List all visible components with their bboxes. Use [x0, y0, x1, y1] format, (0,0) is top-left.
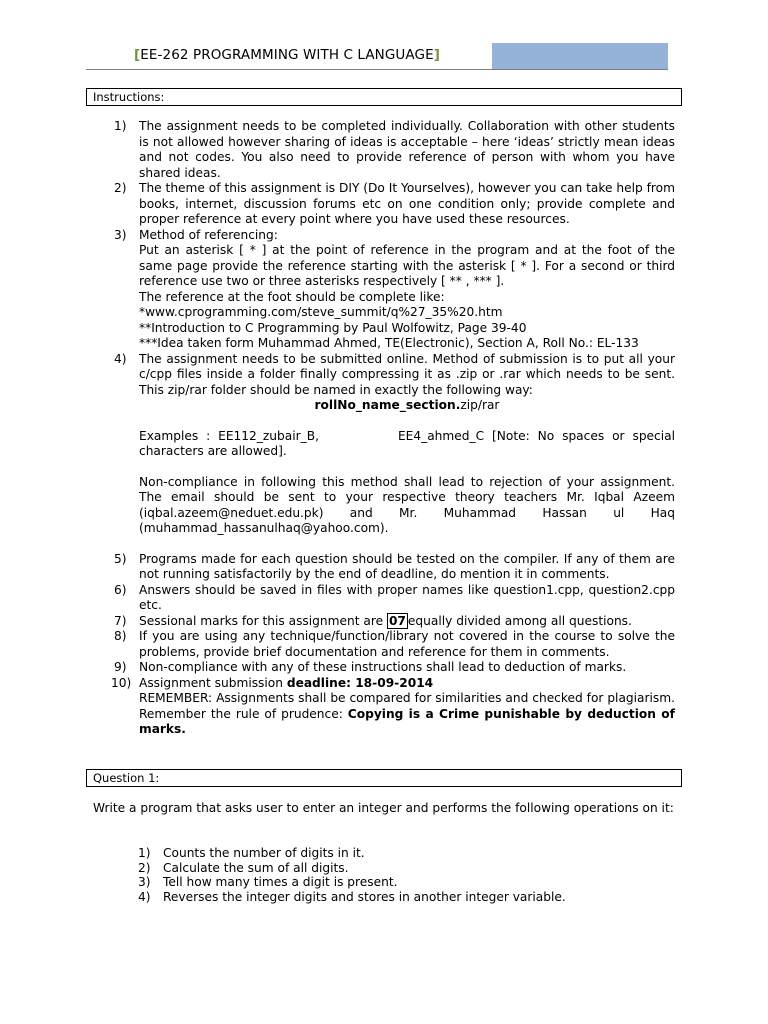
instruction-item-9: [114, 660, 675, 676]
header-open-bracket: [: [134, 47, 141, 63]
question1-item-4: [138, 890, 658, 905]
instruction-number: 10): [111, 675, 132, 690]
instruction-item-3: [114, 228, 675, 352]
question1-number: 1): [138, 846, 151, 860]
header-close-bracket: ]: [433, 47, 440, 63]
instructions-heading-box: [86, 88, 682, 106]
spacer: [139, 414, 675, 429]
question1-text: Counts the number of digits in it.: [163, 846, 365, 860]
instruction-item-4: [114, 351, 679, 552]
instruction-item-7: [114, 614, 675, 630]
question1-item-3: [138, 875, 658, 890]
noncompliance-text: Non-compliance in following this method shall lead to rejection of your assignment. The email should be sent to your respective theory teachers Mr. Iqbal Azeem (iqbal.azeem@neduet.edu.pk) and Mr. Muhammad Hassan ul Haq (muhammad_hassanulhaq@yahoo.com).: [139, 474, 675, 535]
referencing-foot-note: The reference at the foot should be complete like:: [139, 289, 445, 304]
instruction-text: The theme of this assignment is DIY (Do It Yourselves), however you can take help from books, internet, discussion forums etc on one condition only; provide complete and proper reference at every point where you have used these resources.: [139, 181, 675, 226]
deadline-date: deadline: 18-09-2014: [286, 675, 434, 690]
question1-item-1: [138, 846, 658, 861]
instruction-item-1: [114, 119, 675, 181]
instruction-text: Non-compliance with any of these instructions shall lead to deduction of marks.: [139, 660, 627, 674]
instruction-number: 9): [114, 660, 127, 674]
question1-prompt: Write a program that asks user to enter an integer and performs the following operations on it:: [93, 801, 674, 815]
header-title: [134, 47, 440, 63]
instruction-text: Answers should be saved in files with proper names like question1.cpp, question2.cpp etc.: [139, 582, 675, 612]
naming-examples: Examples : EE112_zubair_B, EE4_ahmed_C [Note: No spaces or special characters are allowed].: [139, 428, 679, 458]
instruction-text: Programs made for each question should be tested on the compiler. If any of them are not running satisfactorily by the end of deadline, do mention it in comments.: [139, 551, 675, 581]
naming-format-bold: rollNo_name_section.: [314, 398, 461, 412]
question1-number: 4): [138, 889, 151, 904]
naming-format: [139, 398, 675, 414]
question1-list: [138, 846, 658, 904]
instructions-heading: Instructions:: [93, 90, 165, 104]
deadline-text-before: Assignment submission: [139, 675, 287, 690]
instruction-item-6: [114, 583, 675, 614]
question1-text: Tell how many times a digit is present.: [163, 875, 398, 889]
marks-text-before: Sessional marks for this assignment are: [139, 613, 387, 628]
instruction-item-8: [114, 629, 675, 660]
instruction-item-10: [111, 675, 675, 738]
instruction-number: 4): [114, 351, 127, 366]
spacer: [139, 537, 675, 552]
instructions-list: [111, 119, 679, 738]
instruction-number: 1): [114, 119, 127, 133]
instruction-number: 5): [114, 551, 127, 566]
header-color-block: [492, 43, 668, 69]
question1-number: 2): [138, 860, 151, 875]
question1-text: Reverses the integer digits and stores in another integer variable.: [163, 889, 566, 904]
referencing-heading: Method of referencing:: [139, 227, 278, 242]
spacer: [139, 460, 675, 475]
remember-bold: Copying is a Crime punishable by deduction of marks.: [139, 706, 675, 736]
header-title-text: EE-262 PROGRAMMING WITH C LANGUAGE: [140, 47, 434, 63]
question1-text: Calculate the sum of all digits.: [163, 860, 349, 875]
reference-example-1: *www.cprogramming.com/steve_summit/q%27_35%20.htm: [139, 305, 503, 319]
instruction-number: 8): [114, 629, 127, 643]
submission-text: The assignment needs to be submitted online. Method of submission is to put all your c/cpp files inside a folder finally compressing it as .zip or .rar which needs to be sent. This zip/rar folder should be named in exactly the following way:: [139, 351, 675, 397]
deadline-line: [139, 676, 675, 692]
question1-number: 3): [138, 875, 151, 889]
referencing-text: Put an asterisk [ * ] at the point of reference in the program and at the foot of the same page provide the reference starting with the asterisk [ * ]. For a second or third reference use two or three asterisks respectively [ ** , *** ].: [139, 243, 675, 288]
remember-text: REMEMBER: Assignments shall be compared for similarities and checked for plagiarism. Remember the rule of prudence:: [139, 691, 675, 721]
marks-value: 07: [388, 613, 406, 628]
reference-example-3: ***Idea taken form Muhammad Ahmed, TE(Electronic), Section A, Roll No.: EL-133: [139, 336, 639, 350]
instruction-text: The assignment needs to be completed individually. Collaboration with other students is not allowed however sharing of ideas is acceptable – here ‘ideas’ strictly mean ideas and not codes. You also need to provide reference of person with whom you have shared ideas.: [139, 119, 675, 180]
page-header: [86, 43, 668, 70]
instruction-number: 6): [114, 582, 127, 597]
reference-example-2: **Introduction to C Programming by Paul Wolfowitz, Page 39-40: [139, 320, 527, 335]
instruction-number: 2): [114, 181, 127, 195]
instruction-number: 7): [114, 613, 127, 628]
instruction-item-2: [114, 181, 675, 228]
instruction-text: If you are using any technique/function/library not covered in the course to solve the problems, provide brief documentation and reference for them in comments.: [139, 629, 675, 659]
naming-format-ext: zip/rar: [460, 398, 500, 412]
instruction-number: 3): [114, 227, 127, 242]
question1-heading: Question 1:: [93, 771, 160, 785]
instruction-item-5: [114, 552, 675, 583]
question1-heading-box: [86, 769, 682, 787]
question1-item-2: [138, 861, 658, 876]
marks-text-after: equally divided among all questions.: [407, 613, 632, 628]
